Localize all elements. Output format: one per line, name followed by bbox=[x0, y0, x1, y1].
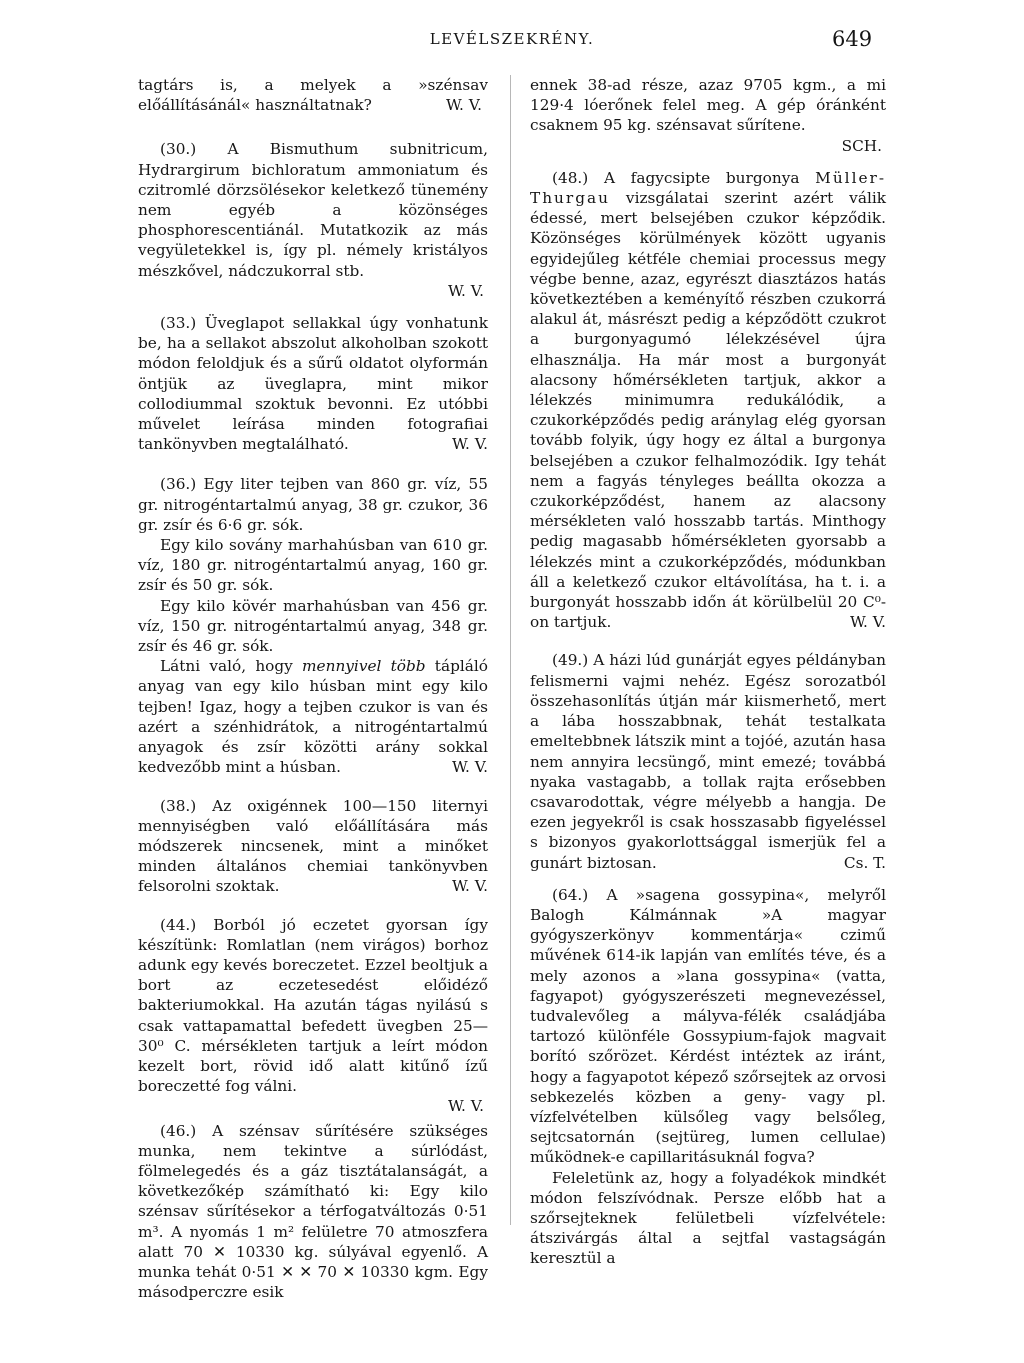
left-column bbox=[138, 75, 488, 1302]
answer-36-emphasis-1: mennyivel bbox=[302, 657, 382, 676]
answer-30-signature: W. V. bbox=[447, 281, 484, 300]
author-name: Müller-Thurgau bbox=[530, 168, 886, 208]
answer-36-signature: W. V. bbox=[451, 758, 488, 777]
answer-46-text: (46.) A szénsav sűrítésére szükséges munka, nem tekintve a súrlódást, fölmelegedés és a gáz tisztátalanságát, a következőkép számítható ki: Egy kilo szénsav sűrítésekor a térfogatváltozás 0·51 m³. A nyomás 1 m² felületre 70 atmoszfera alatt 70 ✕ 10330 kg. súlyával egyenlő. A munka tehát 0·51 ✕ ✕ 70 ✕ 10330 kgm. Egy másodperczre esik bbox=[138, 1121, 488, 1302]
answer-48 bbox=[530, 168, 886, 633]
intro-text: tagtárs is, a melyek a »szénsav előállításánál« használtatnak? bbox=[138, 76, 488, 115]
answer-49-text: (49.) A házi lúd gunárját egyes példányban felismerni vajmi nehéz. Egész sorozatból összehasonlítás útján már kiismerhető, mert a lába hosszabbnak, tehát testalkata emeltebbnek látszik mint a tojóé, azután hasa nem annyira lecsüngő, mint emezé; továbbá nyaka vastagabb, a tollak rajta erősebben csavarodottak, végre mélyebb a hangja. De ezen jegyekről is csak hosszasabb figyeléssel s bizonyos gyakorlottsággal ismerjük fel a gunárt biztosan. bbox=[530, 651, 886, 872]
answer-38-signature: W. V. bbox=[451, 877, 488, 896]
answer-64-p2: Feleletünk az, hogy a folyadékok mindkét módon felszívódnak. Persze előbb hat a szőrsejteknek felületbeli vízfelvétele: átszivárgás által a sejtfal vastagságán keresztül a bbox=[530, 1168, 886, 1268]
answer-46 bbox=[138, 1121, 488, 1303]
answer-49-signature: Cs. T. bbox=[843, 853, 886, 872]
answer-64-p1: (64.) A »sagena gossypina«, melyről Balogh Kálmánnak »A magyar gyógyszerkönyv kommentárja« czimű művének 614-ik lapján van említés téve, és a mely azonos a »lana gossypina« (vatta, fagyapot) gyógyszerészeti megnevezéssel, tudvalevőleg a mályva-félék családjába tartozó különféle Gossypium-fajok magvait borító szőrözet. Kérdést intéztek az iránt, hogy a fagyapotot képező szőrsejtek az orvosi sebkezelés közben a geny- vagy pl. vízfelvételben külsőleg vagy belsőleg, sejtcsatornán (sejtüreg, lumen cellulae) működnek-e capillaritásuknál fogva? bbox=[530, 885, 886, 1167]
answer-36-p1: (36.) Egy liter tejben van 860 gr. víz, 55 gr. nitrogéntartalmú anyag, 38 gr. czukor, 36 gr. zsír és 6·6 gr. sók. bbox=[138, 475, 488, 534]
answer-33-signature: W. V. bbox=[451, 435, 488, 454]
answer-36-p2: Egy kilo sovány marhahúsban van 610 gr. víz, 180 gr. nitrogéntartalmú anyag, 160 gr. zsír és 50 gr. sók. bbox=[138, 536, 488, 595]
continued-paragraph bbox=[530, 75, 886, 136]
answer-44-signature: W. V. bbox=[447, 1097, 484, 1116]
answer-48-signature: W. V. bbox=[849, 613, 886, 632]
intro-signature: W. V. bbox=[445, 96, 482, 115]
answer-36-p4-b bbox=[381, 657, 390, 675]
right-column bbox=[530, 75, 886, 1269]
answer-49 bbox=[530, 650, 886, 872]
answer-48-text-a: (48.) A fagycsipte burgonya bbox=[552, 168, 816, 187]
continued-signature: SCH. bbox=[841, 136, 882, 155]
column-divider bbox=[510, 75, 511, 1225]
answer-36-p3: Egy kilo kövér marhahúsban van 456 gr. víz, 150 gr. nitrogéntartalmú anyag, 348 gr. zsír és 46 gr. sók. bbox=[138, 596, 488, 656]
running-title: LEVÉLSZEKRÉNY. bbox=[429, 30, 595, 48]
answer-48-text-b: vizsgálatai szerint azért válik édessé, mert belsejében czukor képződik. Közönséges körülmények között ugyanis egyidejűleg kétféle chemiai processus megy végbe benne, azaz, egyrészt diasztázos hatás következtében a keményítő részben czukorrá alakul át, másrészt pedig a képződött czukrot a burgonyagumó lélekzésével újra elhasználja. Ha már most a burgonyát alacsony hőmérsékleten tartjuk, akkor a lélekzés minimumra redukálódik, a czukorképződés pedig aránylag elég gyorsan tovább folyik, úgy hogy ez által a burgonya belsejében a czukor felhalmozódik. Igy tehát nem a fagyás tényleges beállta okozza a czukorképződést, hanem az alacsony mérsékleten való hosszabb tartás. Minthogy pedig magasabb hőmérsékleten gyorsabb a lélekzés mint a czukorképződés, módunkban áll a keletkező czukor eltávolítása, ha t. i. a burgonyát hosszabb időn át körülbelül 20 C⁰-on tartjuk. bbox=[530, 189, 886, 632]
answer-38-text: (38.) Az oxigénnek 100—150 liternyi mennyiségben való előállítására más módszerek nincsenek, mint a minőket minden általános chemiai tankönyvben felsorolni szoktak. bbox=[138, 796, 488, 896]
answer-33 bbox=[138, 313, 488, 454]
answer-33-text: (33.) Üveglapot sellakkal úgy vonhatunk be, ha a sellakot abszolut alkoholban szokott módon feloldjuk és a sűrű oldatot olyformán öntjük az üveglapra, mint mikor collodiummal szoktuk bevonni. Ez utóbbi művelet leírása minden fotografiai tankönyvben megtalálható. bbox=[138, 314, 488, 454]
answer-36-p4 bbox=[138, 656, 488, 777]
answer-44 bbox=[138, 915, 488, 1097]
continued-text: ennek 38-ad része, azaz 9705 kgm., a mi 129·4 lóerőnek felel meg. A gép óránként csaknem 95 kg. szénsavat sűrítene. bbox=[530, 76, 886, 135]
answer-44-text: (44.) Borból jó eczetet gyorsan így készítünk: Romlatlan (nem virágos) borhoz adunk egy kevés boreczetet. Ezzel beoltjuk a bort az eczetesedést előidéző bakteriumokkal. Ha azután tágas nyilású s csak vattapamattal befedett üvegben 25—30⁰ C. mérsékleten tartjuk a leírt módon kezelt bort, rövid idő alatt kitűnő ízű boreczetté fog válni. bbox=[138, 915, 488, 1096]
page-number: 649 bbox=[832, 27, 873, 51]
answer-36-p4-c: tápláló anyag van egy kilo húsban mint egy kilo tejben! Igaz, hogy a tejben czukor is van és azért a szénhidrátok, a nitrogéntartalmú anyagok és zsír közötti arány sokkal kedvezőbb mint a húsban. bbox=[138, 657, 488, 777]
answer-30 bbox=[138, 139, 488, 280]
intro-paragraph bbox=[138, 75, 488, 115]
answer-30-text: (30.) A Bismuthum subnitricum, Hydrargirum bichloratum ammoniatum és czitromlé dörzsölésekor keletkező tünemény nem egyéb a közönséges phosphorescentiánál. Mutatkozik az más vegyületekkel is, így pl. némely kristályos mészkővel, nádczukorral stb. bbox=[138, 140, 488, 280]
answer-36-emphasis-2: több bbox=[390, 657, 426, 676]
answer-36-p4-a: Látni való, hogy bbox=[160, 657, 303, 676]
answer-38 bbox=[138, 796, 488, 897]
